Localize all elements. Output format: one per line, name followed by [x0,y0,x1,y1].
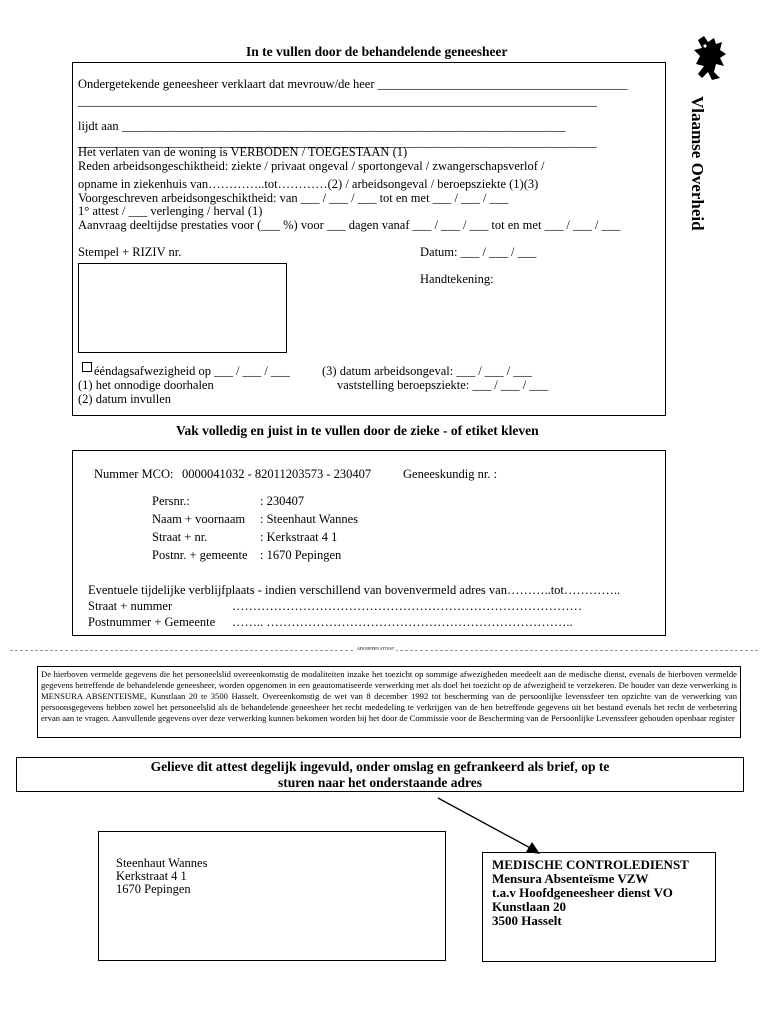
instruction-line-2: sturen naar het onderstaande adres [277,775,483,790]
sender-city: 1670 Pepingen [116,882,191,896]
sender-street: Kerkstraat 4 1 [116,869,187,883]
diagnosis-line[interactable]: lijdt aan _______________________________________________________________________ [78,119,566,133]
doctor-number-label[interactable]: Geneeskundig nr. : [403,467,498,481]
postal-dots[interactable]: …….. ……………………………………………………………….. [232,615,573,629]
leave-home-line: Het verlaten van de woning is VERBODEN / TOEGESTAAN (1) [78,145,408,159]
part-time-line[interactable]: Aanvraag deeltijdse prestaties voor (___ %) voor ___ dagen vanaf ___ / ___ / ___ tot en met ___ / ___ / ___ [78,218,621,232]
instruction-line-1: Gelieve dit attest degelijk ingevuld, onder omslag en gefrankeerd als brief, op te [150,759,610,774]
vlaamse-overheid-logo [688,96,722,236]
field-value: : Steenhaut Wannes [260,512,359,526]
stamp-label: Stempel + RIZIV nr. [78,245,182,259]
sender-address-box [98,831,446,961]
cut-text: AFKNIPPEN ATTEST [357,646,395,651]
doctor-form-box [72,62,666,416]
recipient-line-3: t.a.v Hoofdgeneesheer dienst VO [492,885,673,900]
accident-date-field[interactable]: (3) datum arbeidsongeval: ___ / ___ / ___ [322,364,533,378]
patient-name-line-2[interactable]: ___________________________________________________________________________________ [78,94,597,108]
reason-line: Reden arbeidsongeschiktheid: ziekte / privaat ongeval / sportongeval / zwangerschapsverlof / [78,159,545,173]
mco-label: Nummer MCO: [94,467,174,481]
temp-residence-line[interactable]: Eventuele tijdelijke verblijfplaats - indien verschillend van bovenvermeld adres van………..tot………….. [88,583,621,597]
certificate-type-line[interactable]: 1° attest / ___ verlenging / herval (1) [78,204,263,218]
field-label: Postnr. + gemeente [152,548,248,562]
arrow-icon [430,790,550,860]
recipient-line-2: Mensura Absenteïsme VZW [492,871,649,886]
prescribed-incapacity-line[interactable]: Voorgeschreven arbeidsongeschiktheid: van ___ / ___ / ___ tot en met ___ / ___ / ___ [78,191,509,205]
note-2: (2) datum invullen [78,392,172,406]
mco-value: 0000041032 - 82011203573 - 230407 [182,467,372,481]
doctor-section-heading: In te vullen door de behandelende geneesheer [246,44,508,59]
sender-name: Steenhaut Wannes [116,856,208,870]
field-label: Straat + nr. [152,530,208,544]
patient-section-heading: Vak volledig en juist in te vullen door de zieke - of etiket kleven [176,423,539,438]
field-label: Persnr.: [152,494,190,508]
patient-name-line[interactable]: Ondergetekende geneesheer verklaart dat mevrouw/de heer ________________________________________ [78,77,628,91]
privacy-notice: De hierboven vermelde gegevens die het personeelslid overeenkomstig de modaliteiten inzake het toezicht op sommige afwezigheden meedeelt aan de medische dienst, evenals de hierboven vermelde gegevens betreffende de behandelende geneesheer, worden opgenomen in een geautomatiseerde verwerking met als doel het toezicht op de afwezigheid te verzekeren. De houder van deze verwerking is MENSURA ABSENTEISME, Kunstlaan 20 te 3500 Hasselt. Overeenkomstig de wet van 8 december 1992 tot bescherming van de persoonlijke levenssfeer ten opzichte van de verwerking van persoonsgegevens hebben zowel het personeelslid als de behandelende geneesheer het recht mededeling te verkrijgen van de hen betreffende gegevens uit het bestand evenals het recht de verbetering ervan aan te vragen. Aanvullende gegevens over deze verwerking kunnen bekomen worden bij het door de Commissie voor de Bescherming van de Persoonlijke Levenssfeer gehouden openbaar register [37,666,741,738]
hospital-line[interactable]: opname in ziekenhuis van…………..tot…………(2) / arbeidsongeval / beroepsziekte (1)(3) [78,177,539,191]
note-1: (1) het onnodige doorhalen [78,378,214,392]
flemish-lion-icon [690,34,730,84]
street-dots[interactable]: ………………………………………………………………………… [232,599,582,613]
stamp-box[interactable] [78,263,287,353]
one-day-absence-label: ééndagsafwezigheid op ___ / ___ / ___ [94,364,290,378]
recipient-line-5: 3500 Hasselt [492,913,562,928]
street-label: Straat + nummer [88,599,173,613]
field-value: : 1670 Pepingen [260,548,342,562]
field-label: Naam + voornaam [152,512,246,526]
diagnosis-line-2[interactable]: ___________________________________________________________________________________ [78,135,597,149]
recipient-line-4: Kunstlaan 20 [492,899,567,914]
postal-label: Postnummer + Gemeente [88,615,216,629]
logo-text: Vlaamse Overheid [688,96,707,231]
one-day-absence-checkbox[interactable] [82,362,92,372]
recipient-line-1: MEDISCHE CONTROLEDIENST [492,857,689,872]
field-value: : 230407 [260,494,305,508]
signature-label: Handtekening: [420,272,494,286]
occupational-disease-field[interactable]: vaststelling beroepsziekte: ___ / ___ / ___ [337,378,549,392]
field-value: : Kerkstraat 4 1 [260,530,338,544]
date-field[interactable]: Datum: ___ / ___ / ___ [420,245,537,259]
